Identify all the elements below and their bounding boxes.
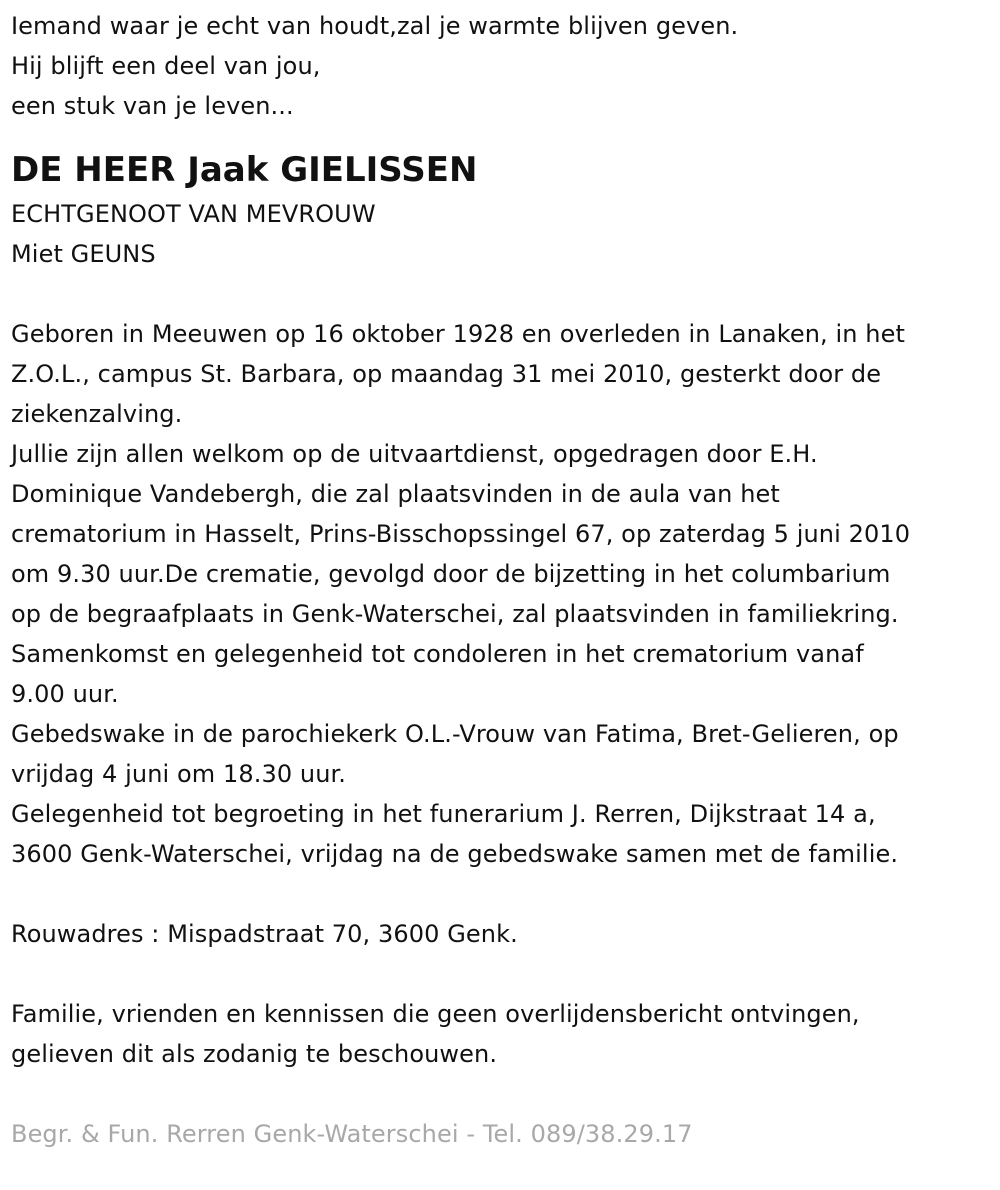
closing-note — [11, 994, 996, 1074]
body-line: crematorium in Hasselt, Prins-Bisschopssingel 67, op zaterdag 5 juni 2010 — [11, 520, 911, 548]
death-notice — [11, 6, 996, 1154]
body-line: ziekenzalving. — [11, 400, 183, 428]
body-line: Dominique Vandebergh, die zal plaatsvinden in de aula van het — [11, 480, 780, 508]
body-line: Gebedswake in de parochiekerk O.L.-Vrouw van Fatima, Bret-Gelieren, op — [11, 720, 899, 748]
spacer — [11, 954, 996, 994]
poem — [11, 6, 996, 126]
body-line: Samenkomst en gelegenheid tot condoleren in het crematorium vanaf — [11, 640, 864, 668]
body-line: Geboren in Meeuwen op 16 oktober 1928 en overleden in Lanaken, in het — [11, 320, 905, 348]
closing-line: gelieven dit als zodanig te beschouwen. — [11, 1040, 498, 1068]
spacer — [11, 874, 996, 914]
spacer — [11, 274, 996, 314]
body-line: 9.00 uur. — [11, 680, 119, 708]
funeral-home-footer: Begr. & Fun. Rerren Genk-Waterschei - Tel. 089/38.29.17 — [11, 1120, 693, 1148]
body-line: Gelegenheid tot begroeting in het funerarium J. Rerren, Dijkstraat 14 a, — [11, 800, 876, 828]
body-line: op de begraafplaats in Genk-Waterschei, zal plaatsvinden in familiekring. — [11, 600, 899, 628]
closing-line: Familie, vrienden en kennissen die geen overlijdensbericht ontvingen, — [11, 1000, 860, 1028]
body-line: om 9.30 uur.De crematie, gevolgd door de bijzetting in het columbarium — [11, 560, 891, 588]
poem-line: Hij blijft een deel van jou, — [11, 52, 321, 80]
poem-line: een stuk van je leven... — [11, 92, 294, 120]
body-line: 3600 Genk-Waterschei, vrijdag na de gebedswake samen met de familie. — [11, 840, 899, 868]
body-line: Jullie zijn allen welkom op de uitvaartdienst, opgedragen door E.H. — [11, 440, 818, 468]
body-line: Z.O.L., campus St. Barbara, op maandag 31 mei 2010, gesterkt door de — [11, 360, 882, 388]
poem-line: Iemand waar je echt van houdt,zal je warmte blijven geven. — [11, 12, 739, 40]
deceased-name: DE HEER Jaak GIELISSEN — [11, 150, 478, 190]
mourning-address: Rouwadres : Mispadstraat 70, 3600 Genk. — [11, 920, 518, 948]
body-line: vrijdag 4 juni om 18.30 uur. — [11, 760, 347, 788]
notice-body — [11, 314, 996, 874]
spouse-label: ECHTGENOOT VAN MEVROUW — [11, 200, 376, 228]
spacer — [11, 1074, 996, 1114]
spouse-name: Miet GEUNS — [11, 240, 156, 268]
